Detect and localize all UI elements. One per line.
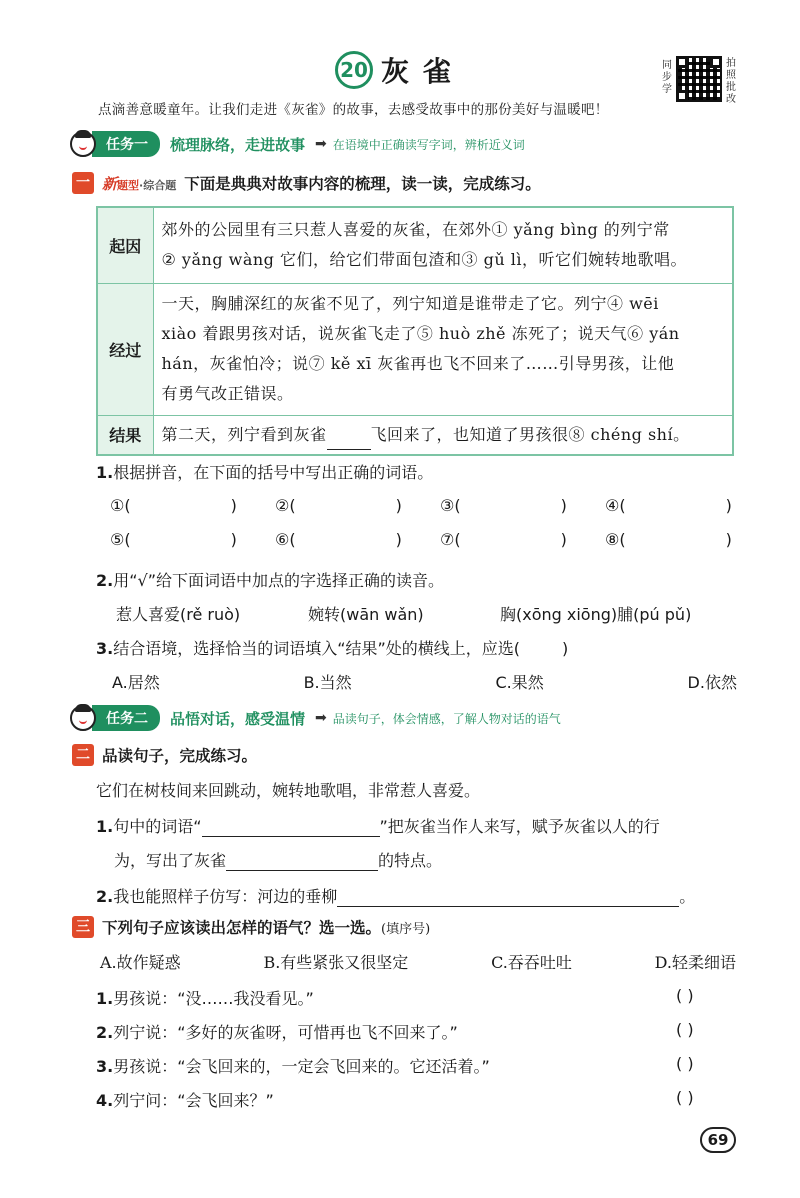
pinyin-choice-row [116, 602, 691, 625]
question-text: 用“√”给下面词语中加点的字选择正确的读音。 [113, 571, 444, 590]
qr-corner [676, 56, 688, 68]
section-text: 下列句子应该读出怎样的语气？选一选。 [102, 919, 382, 937]
bracket-row-1 [110, 496, 770, 515]
answer-paren[interactable]: ( ) [676, 1054, 694, 1073]
question-text: 结合语境，选择恰当的词语填入“结果”处的横线上，应选( [113, 639, 521, 658]
task-heading: 梳理脉络，走进故事 [170, 135, 306, 154]
qr-left-label: 同步学 [662, 60, 672, 95]
page-number: 69 [700, 1127, 736, 1153]
option[interactable]: C.吞吞吐吐 [491, 953, 572, 972]
section-2-question-1-cont [114, 848, 442, 871]
task-tag: 任务二 [92, 705, 160, 731]
question-number: 4. [96, 1091, 114, 1110]
qr-code-icon[interactable] [676, 56, 722, 102]
content-line: 郊外的公园里有三只惹人喜爱的灰雀，在郊外① yǎng bìng 的列宁常 [161, 220, 670, 240]
bracket-close: ) [395, 530, 402, 549]
student-avatar-icon [70, 705, 96, 731]
answer-paren[interactable]: ( ) [676, 986, 694, 1005]
row-content [153, 415, 733, 455]
answer-paren[interactable]: ( ) [676, 1088, 694, 1107]
section-2-heading [72, 744, 257, 766]
pinyin-choice[interactable]: 婉转(wān wǎn) [308, 605, 424, 624]
answer-bracket[interactable] [605, 496, 770, 515]
row-label: 经过 [97, 283, 153, 415]
question-1 [96, 460, 433, 483]
badge-kind: ·综合题 [139, 178, 177, 192]
bracket-open: ⑦( [440, 530, 461, 549]
question-number: 1. [96, 463, 114, 482]
content-line: xiào 着跟男孩对话，说灰雀飞走了⑤ huò zhě 冻死了；说天气⑥ yán [161, 324, 680, 343]
question-number: 3. [96, 1057, 114, 1076]
answer-bracket[interactable] [110, 530, 275, 549]
bracket-close: ) [725, 530, 732, 549]
question-2 [96, 568, 444, 591]
lesson-name: 灰雀 [380, 55, 465, 88]
bracket-close: ) [560, 496, 567, 515]
bracket-open: ⑤( [110, 530, 131, 549]
table-row [97, 283, 733, 415]
bracket-open: ⑧( [605, 530, 626, 549]
section-1-heading [72, 172, 541, 194]
badge-new: 新 [102, 174, 118, 193]
question-number: 1. [96, 817, 114, 836]
content-line: ② yǎng wàng 它们，给它们带面包渣和③ gǔ lì，听它们婉转地歌唱。 [161, 250, 687, 270]
content-line: 飞回来了，也知道了男孩很⑧ chéng shí。 [370, 424, 690, 444]
section-note: (填序号) [381, 921, 431, 937]
arrow-right-icon: ➡ [315, 710, 327, 726]
section-text: 品读句子，完成练习。 [102, 747, 258, 765]
qr-corner [676, 90, 688, 102]
student-avatar-icon [70, 131, 96, 157]
story-table [96, 206, 734, 456]
question-text: 为，写出了灰雀 [114, 851, 227, 870]
row-label: 起因 [97, 207, 153, 283]
section-number: 三 [72, 916, 94, 938]
task-bar-1 [70, 132, 525, 156]
option[interactable]: B.当然 [303, 673, 352, 692]
qr-right-label: 拍照批改 [726, 58, 736, 105]
question-number: 3. [96, 639, 114, 658]
answer-bracket[interactable] [275, 496, 440, 515]
task-desc: 品读句子，体会情感，了解人物对话的语气 [332, 711, 561, 726]
question-text: 男孩说：“没……我没看见。” [113, 989, 314, 1008]
content-line: 一天，胸脯深红的灰雀不见了，列宁知道是谁带走了它。列宁④ wēi [161, 294, 659, 313]
content-line: 第二天，列宁看到灰雀 [161, 424, 327, 444]
answer-blank[interactable] [337, 889, 679, 907]
answer-bracket[interactable] [275, 530, 440, 549]
answer-blank[interactable] [226, 853, 378, 871]
question-3 [96, 636, 568, 659]
tone-question [96, 1088, 274, 1111]
question-text: ”把灰雀当作人来写，赋予灰雀以人的行 [379, 817, 660, 836]
answer-paren[interactable]: ( ) [676, 1020, 694, 1039]
question-number: 2. [96, 887, 114, 906]
task-desc: 在语境中正确读写字词，辨析近义词 [332, 137, 525, 152]
row-content [153, 207, 733, 283]
new-question-type-badge [102, 173, 176, 194]
option[interactable]: A.故作疑惑 [100, 953, 181, 972]
option[interactable]: D.依然 [687, 673, 737, 692]
question-end: 。 [679, 887, 696, 906]
pinyin-choice[interactable]: 胸(xōng xiōng) [500, 605, 618, 624]
section-3-heading [72, 916, 430, 938]
question-number: 1. [96, 989, 114, 1008]
answer-blank[interactable] [327, 432, 371, 450]
arrow-right-icon: ➡ [315, 136, 327, 152]
section-text: 下面是典典对故事内容的梳理，读一读，完成练习。 [184, 175, 541, 193]
tone-question [96, 1020, 458, 1043]
content-line: hán，灰雀怕冷；说⑦ kě xī 灰雀再也飞不回来了……引导男孩，让他 [161, 354, 675, 373]
question-text: 根据拼音，在下面的括号中写出正确的词语。 [113, 463, 434, 482]
task-heading: 品悟对话，感受温情 [170, 709, 306, 728]
bracket-close: ) [395, 496, 402, 515]
badge-type: 题型 [117, 178, 140, 192]
table-row [97, 415, 733, 455]
content-line: 有勇气改正错误。 [161, 384, 294, 403]
option[interactable]: C.果然 [495, 673, 544, 692]
lesson-number-badge: 20 [335, 51, 373, 89]
table-row [97, 207, 733, 283]
section-2-question-2 [96, 884, 695, 907]
answer-bracket[interactable] [440, 530, 605, 549]
bracket-close: ) [725, 496, 732, 515]
pinyin-choice[interactable]: 脯(pú pǔ) [617, 605, 692, 624]
qr-corner [710, 56, 722, 68]
option[interactable]: D.轻柔细语 [654, 953, 736, 972]
question-text: 列宁说：“多好的灰雀呀，可惜再也飞不回来了。” [113, 1023, 458, 1042]
intro-text: 点滴善意暖童年。让我们走进《灰雀》的故事，去感受故事中的那份美好与温暖吧！ [98, 102, 609, 118]
answer-bracket[interactable] [110, 496, 275, 515]
answer-bracket[interactable] [605, 530, 770, 549]
option[interactable]: A.居然 [112, 673, 160, 692]
bracket-close: ) [230, 530, 237, 549]
task-tag: 任务一 [92, 131, 160, 157]
tone-question [96, 986, 314, 1009]
bracket-open: ①( [110, 496, 131, 515]
row-label: 结果 [97, 415, 153, 455]
section-2-question-1 [96, 814, 660, 837]
pinyin-choice[interactable]: 惹人喜爱(rě ruò) [116, 605, 241, 624]
q3-options [112, 670, 737, 693]
bracket-open: ③( [440, 496, 461, 515]
reading-sentence: 它们在树枝间来回跳动，婉转地歌唱，非常惹人喜爱。 [96, 781, 481, 800]
tone-question [96, 1054, 490, 1077]
bracket-open: ⑥( [275, 530, 296, 549]
option[interactable]: B.有些紧张又很坚定 [263, 953, 409, 972]
question-number: 2. [96, 1023, 114, 1042]
bracket-row-2 [110, 530, 770, 549]
section-number: 二 [72, 744, 94, 766]
question-text: 我也能照样子仿写：河边的垂柳 [113, 887, 338, 906]
bracket-open: ②( [275, 496, 296, 515]
answer-bracket[interactable] [440, 496, 605, 515]
bracket-open: ④( [605, 496, 626, 515]
question-text: 句中的词语“ [113, 817, 202, 836]
section-number: 一 [72, 172, 94, 194]
task-bar-2 [70, 706, 561, 730]
question-number: 2. [96, 571, 114, 590]
question-text: 列宁问：“会飞回来？” [113, 1091, 274, 1110]
answer-blank[interactable] [202, 819, 380, 837]
section-3-options [100, 950, 736, 973]
row-content [153, 283, 733, 415]
question-text: 的特点。 [378, 851, 443, 870]
question-text: 男孩说：“会飞回来的，一定会飞回来的。它还活着。” [113, 1057, 490, 1076]
bracket-close: ) [560, 530, 567, 549]
bracket-close: ) [230, 496, 237, 515]
bracket-close: ) [562, 639, 569, 658]
